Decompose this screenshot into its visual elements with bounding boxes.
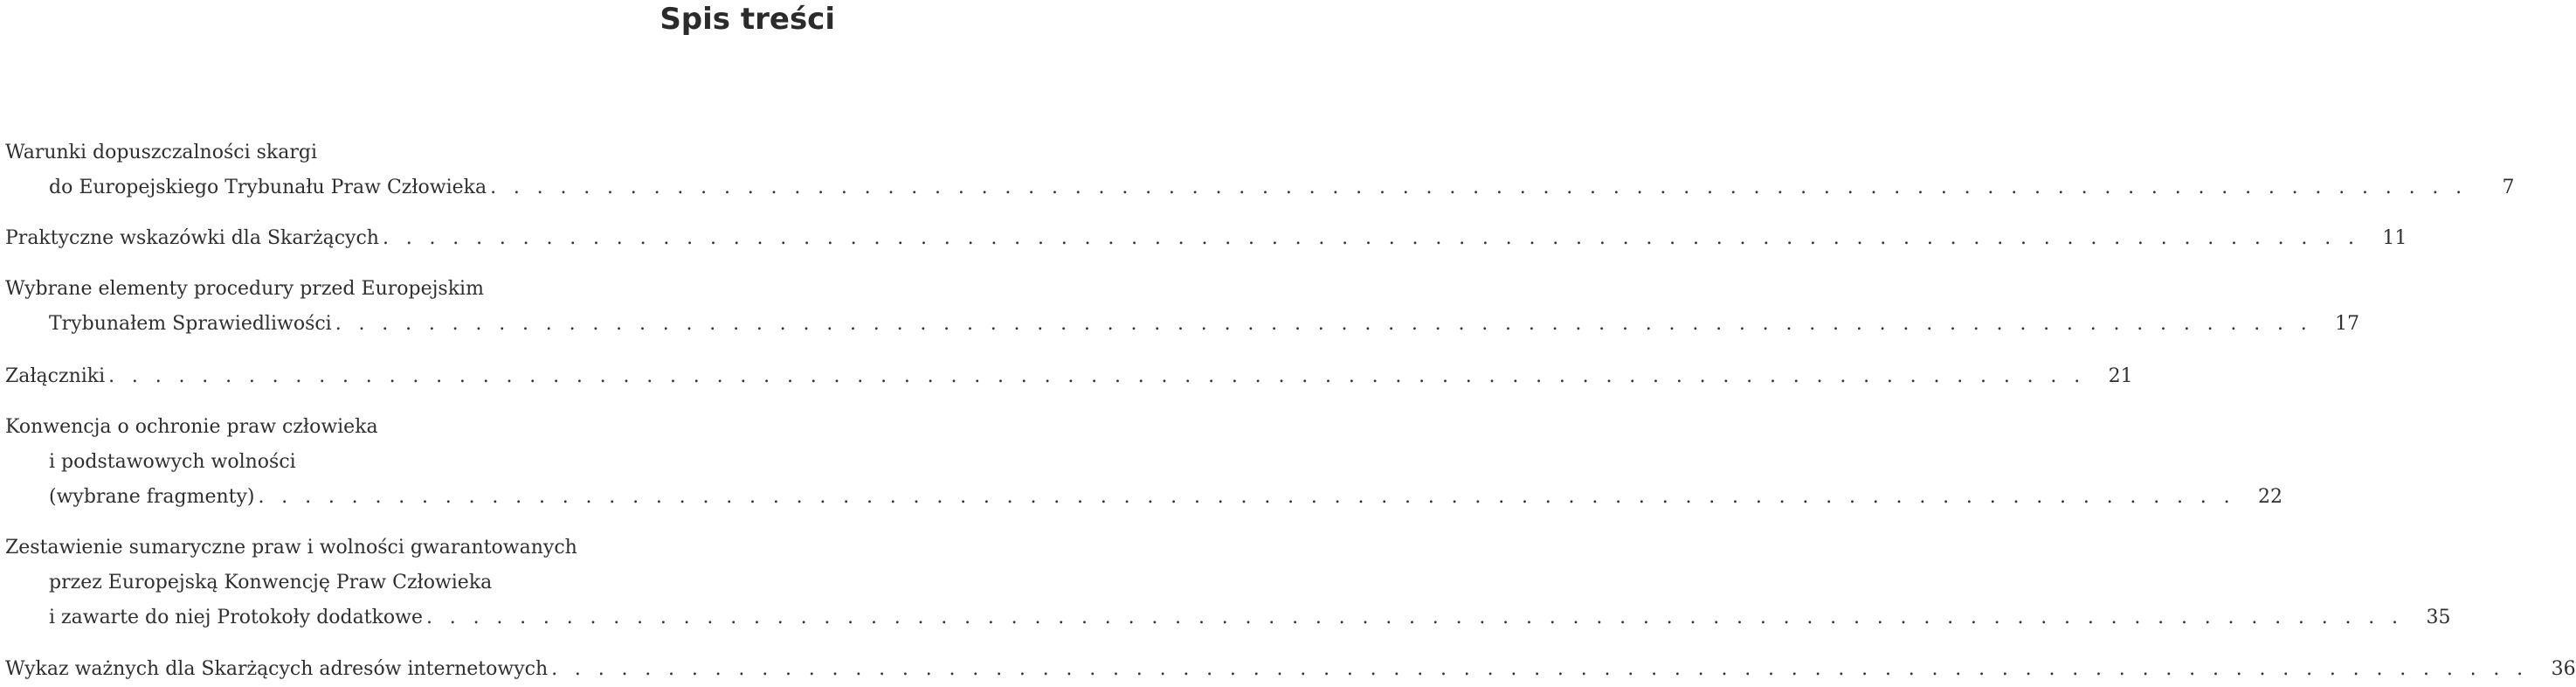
- toc-entry-title: przez Europejską Konwencję Praw Człowieka: [49, 572, 493, 593]
- toc-entry-title: i zawarte do niej Protokoły dodatkowe: [49, 607, 423, 628]
- toc-entry: [5, 359, 2133, 394]
- toc-page-number: 35: [2426, 607, 2451, 628]
- toc-entry-title: Warunki dopuszczalności skargi: [5, 142, 317, 163]
- toc-page-number: 7: [2502, 177, 2515, 198]
- toc-entry-title: Praktyczne wskazówki dla Skarżących: [5, 227, 379, 249]
- dot-leader: . . . . . . . . . . . . . . . . . . . . . . . . . . . . . . . . . . . . . . . . . . . . . . . . . . . . . . . . . . . . . . . . . . . . . . . . . . . . . . . . . . . . .: [490, 177, 2468, 198]
- toc-entry: [5, 531, 2451, 635]
- toc-entry-last-line: [5, 221, 2407, 256]
- toc-entry-title: Wykaz ważnych dla Skarżących adresów internetowych: [5, 658, 549, 680]
- toc-page-number: 21: [2108, 365, 2133, 387]
- toc-entry-last-line: [5, 170, 2515, 205]
- toc-entry-last-line: [5, 307, 2360, 342]
- dot-leader: . . . . . . . . . . . . . . . . . . . . . . . . . . . . . . . . . . . . . . . . . . . . . . . . . . . . . . . . . . . . . . . . . . . . . . . . . . . . . . . . . . . . .: [335, 313, 2313, 335]
- toc-entry: [5, 221, 2407, 256]
- toc-entry: [5, 410, 2282, 515]
- dot-leader: . . . . . . . . . . . . . . . . . . . . . . . . . . . . . . . . . . . . . . . . . . . . . . . . . . . . . . . . . . . . . . . . . . . . . . . . . . . . . . . . . . . . .: [382, 227, 2360, 249]
- toc-entry-title: (wybrane fragmenty): [49, 486, 255, 508]
- toc-entry: [5, 135, 2515, 205]
- toc-entry-title: Trybunałem Sprawiedliwości: [49, 313, 332, 335]
- toc-page-number: 11: [2382, 227, 2407, 249]
- toc-entry-title: Wybrane elementy procedury przed Europejskim: [5, 278, 484, 300]
- toc-entry-title: Zestawienie sumaryczne praw i wolności gwarantowanych: [5, 537, 577, 559]
- page-title: Spis treści: [660, 2, 835, 37]
- toc-entry-last-line: [5, 652, 2576, 687]
- dot-leader: . . . . . . . . . . . . . . . . . . . . . . . . . . . . . . . . . . . . . . . . . . . . . . . . . . . . . . . . . . . . . . . . . . . . . . . . . . . . . . . . . . . . .: [551, 658, 2529, 680]
- toc-entry-last-line: [5, 480, 2282, 515]
- toc-entry-last-line: [5, 600, 2451, 635]
- dot-leader: . . . . . . . . . . . . . . . . . . . . . . . . . . . . . . . . . . . . . . . . . . . . . . . . . . . . . . . . . . . . . . . . . . . . . . . . . . . . . . . . . . . . .: [108, 365, 2086, 387]
- toc-entry-last-line: [5, 359, 2133, 394]
- toc-page-number: 17: [2335, 313, 2360, 335]
- toc-page-number: 36: [2551, 658, 2576, 680]
- toc-entry: [5, 272, 2360, 342]
- dot-leader: . . . . . . . . . . . . . . . . . . . . . . . . . . . . . . . . . . . . . . . . . . . . . . . . . . . . . . . . . . . . . . . . . . . . . . . . . . . . . . . . . . . . .: [258, 486, 2235, 508]
- toc-entry-title: i podstawowych wolności: [49, 451, 296, 473]
- toc-page-number: 22: [2257, 486, 2282, 508]
- toc-entry: [5, 652, 2576, 687]
- toc-entry-title: Załączniki: [5, 365, 106, 387]
- dot-leader: . . . . . . . . . . . . . . . . . . . . . . . . . . . . . . . . . . . . . . . . . . . . . . . . . . . . . . . . . . . . . . . . . . . . . . . . . . . . . . . . . . . . .: [426, 607, 2404, 628]
- toc-entry-title: Konwencja o ochronie praw człowieka: [5, 416, 378, 438]
- toc-entry-title: do Europejskiego Trybunału Praw Człowieka: [49, 177, 487, 198]
